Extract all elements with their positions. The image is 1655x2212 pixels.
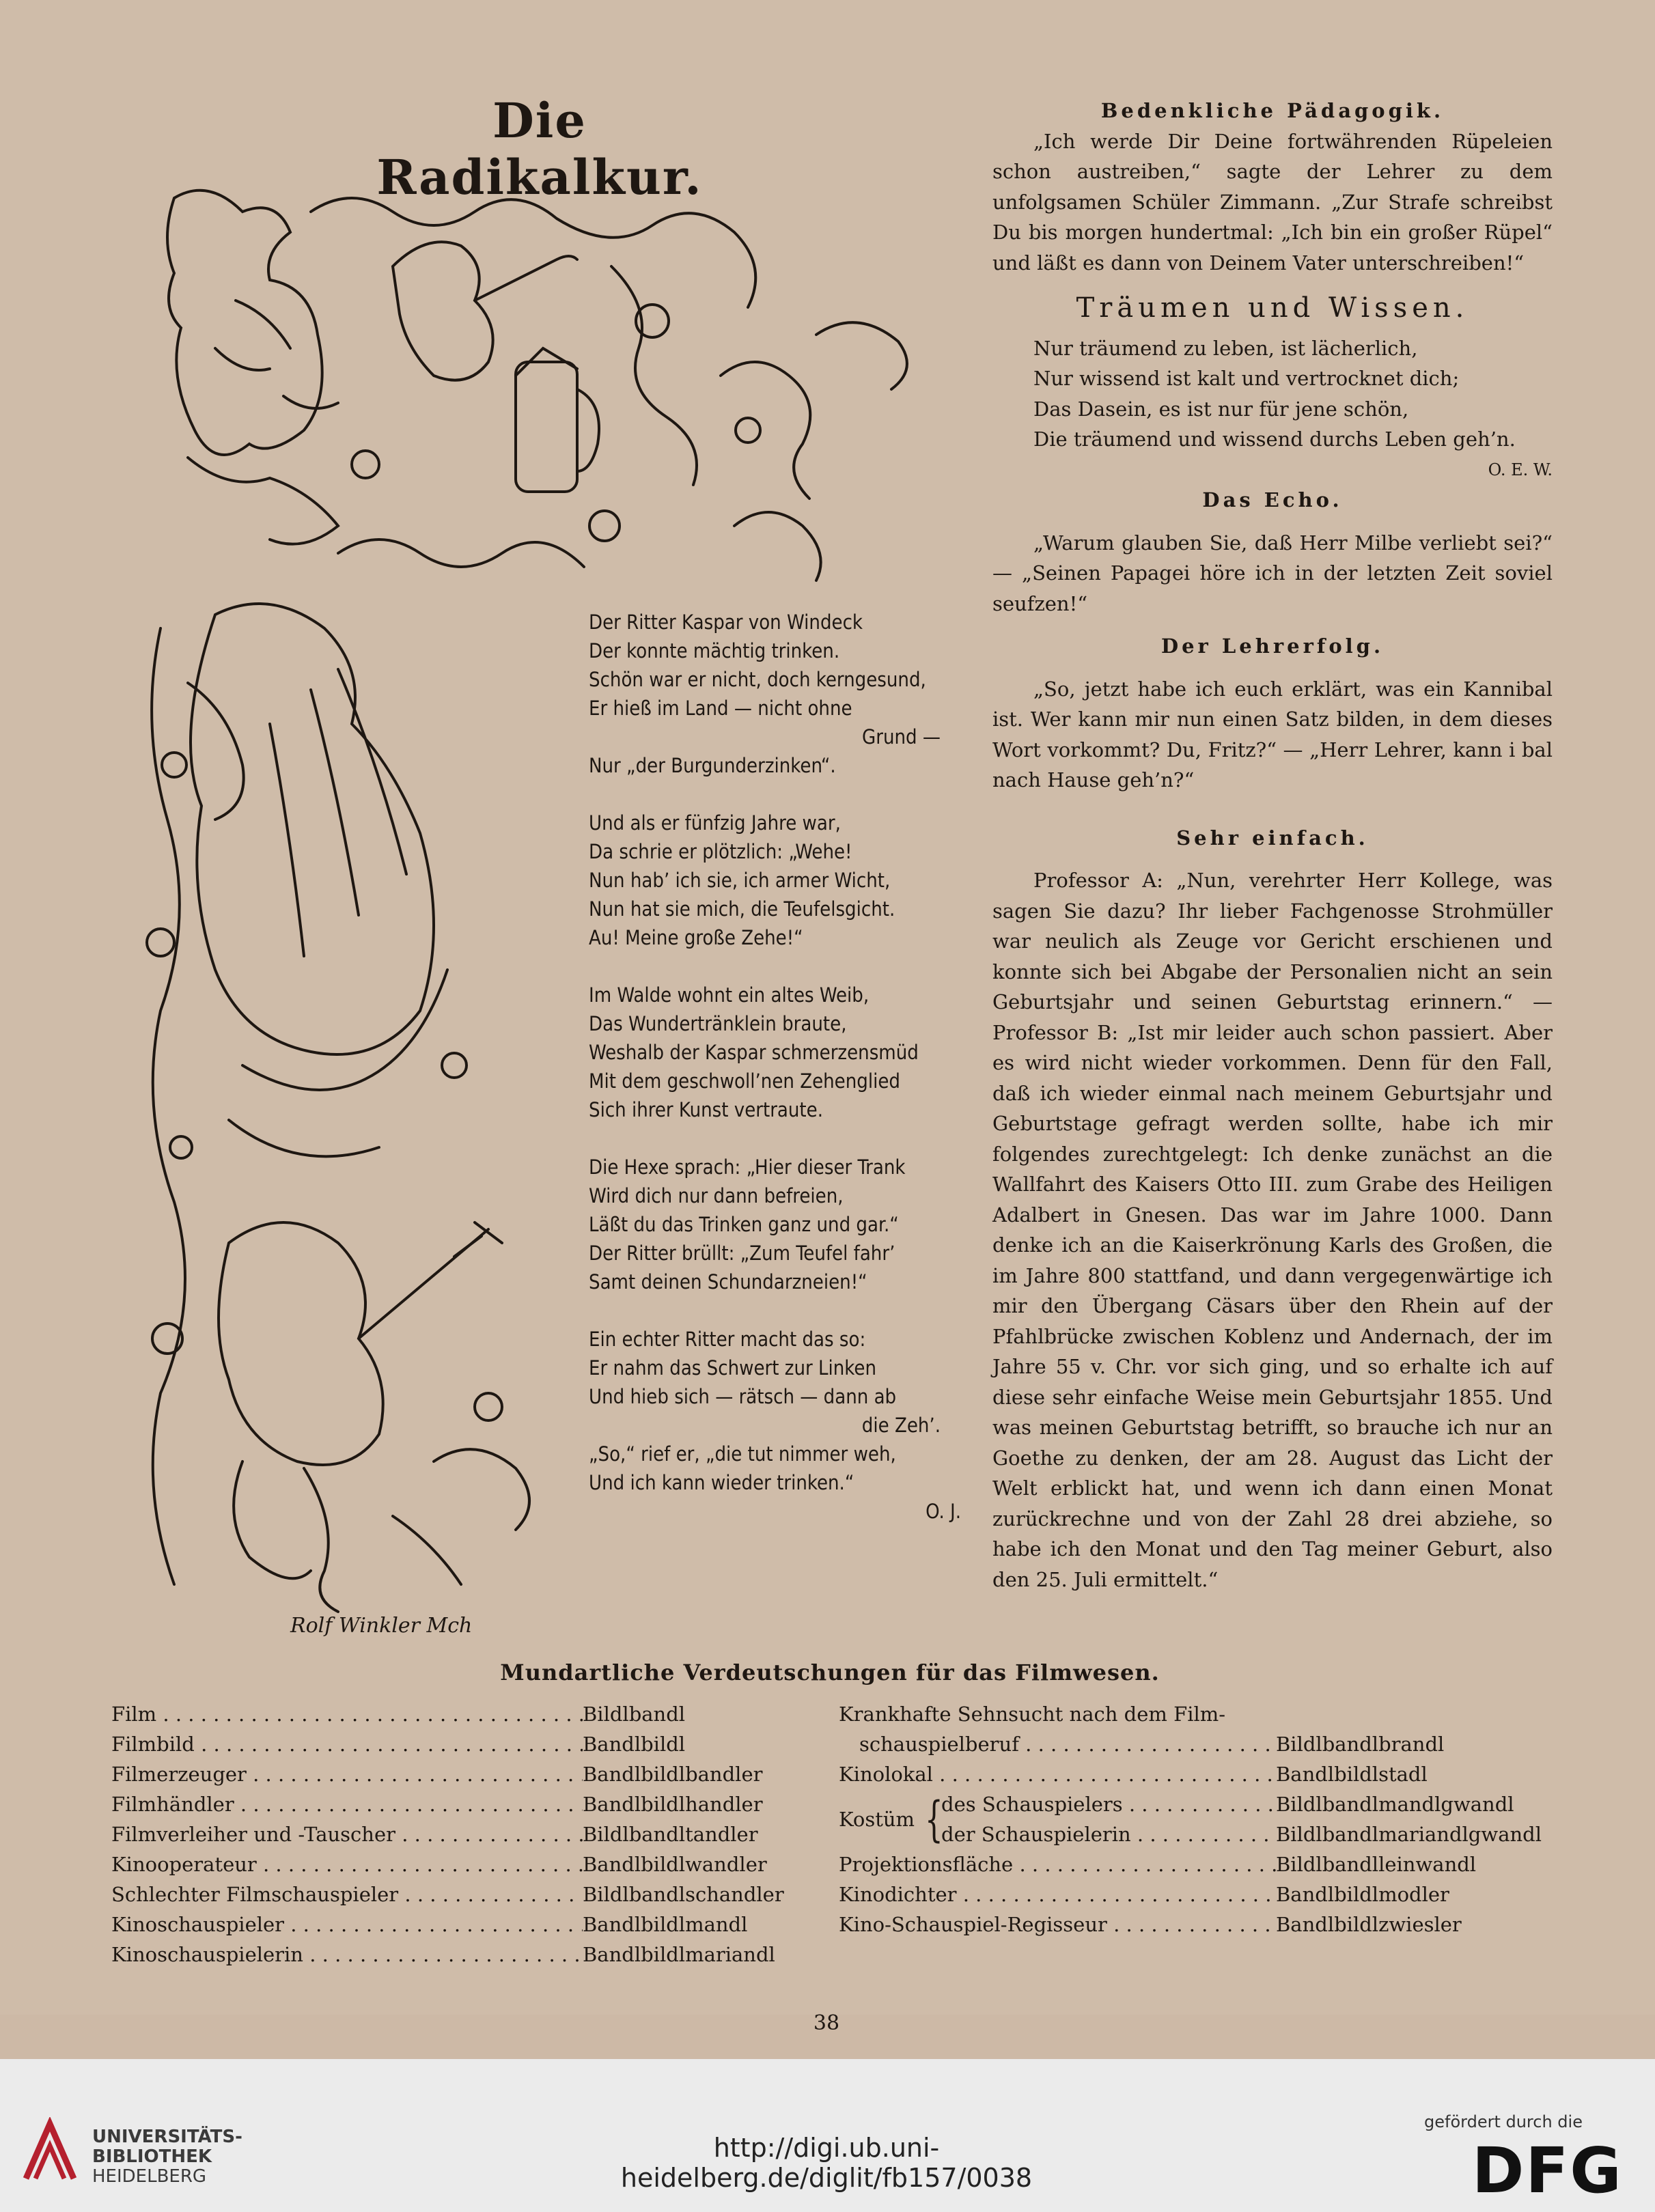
glossary-value: Bandlbildlstadl bbox=[1276, 1763, 1428, 1786]
funder-caption: gefördert durch die bbox=[1424, 2112, 1583, 2131]
glossary-row bbox=[839, 1759, 1563, 1789]
verse-signature: O. E. W. bbox=[1488, 460, 1553, 479]
glossary-value: Bildlbandlbrandl bbox=[1276, 1733, 1445, 1756]
glossary-value: Bildlbandltandler bbox=[583, 1823, 758, 1846]
poem-line: Nun hat sie mich, die Teufelsgicht. bbox=[589, 897, 895, 921]
stanza-3 bbox=[589, 981, 968, 1124]
glossary-value: Bandlbildlmandl bbox=[583, 1913, 748, 1936]
glossary-term: Kostüm bbox=[839, 1808, 915, 1831]
glossary-value: Bildlbandlmariandlgwandl bbox=[1276, 1823, 1542, 1846]
poem-line: Der konnte mächtig trinken. bbox=[589, 639, 840, 662]
section-title: Träumen und Wissen. bbox=[1076, 292, 1469, 324]
glossary-costume-rows bbox=[941, 1789, 1563, 1849]
glossary-value: Bildlbandlleinwandl bbox=[1276, 1853, 1477, 1876]
spacer bbox=[992, 662, 1553, 674]
glossary-value: Bildlbandlmandlgwandl bbox=[1276, 1793, 1514, 1816]
glossary-term: Kinoschauspieler . . . bbox=[111, 1909, 583, 1940]
poem bbox=[589, 608, 968, 1526]
glossary-term: Kinooperateur . . . bbox=[111, 1849, 583, 1879]
glossary-term: Kinodichter . . . bbox=[839, 1879, 1276, 1909]
section-text: „So, jetzt habe ich euch erklärt, was ein Kannibal ist. Wer kann mir nun einen Satz bilden, in dem dieses Wort vorkommt? Du, Fritz?“ — „Herr Lehrer, kann i bal nach Hause geh’n?“ bbox=[992, 677, 1553, 792]
glossary-row bbox=[839, 1879, 1563, 1909]
glossary-term: Kinolokal . . . bbox=[839, 1759, 1276, 1789]
poem-line: Und hieb sich — rätsch — dann ab bbox=[589, 1385, 897, 1408]
glossary-term: schauspielberuf . . . bbox=[839, 1729, 1276, 1759]
glossary-row bbox=[111, 1909, 825, 1940]
glossary-row bbox=[941, 1819, 1563, 1849]
poem-line: Weshalb der Kaspar schmerzensmüd bbox=[589, 1041, 919, 1064]
glossary-row bbox=[111, 1849, 825, 1879]
illustration-side bbox=[133, 587, 577, 1646]
poem-line: „So,“ rief er, „die tut nimmer weh, bbox=[589, 1442, 896, 1466]
poem-line: Au! Meine große Zehe!“ bbox=[589, 926, 803, 949]
brace-icon: { bbox=[925, 1791, 943, 1847]
glossary-value: Bildlbandlschandler bbox=[583, 1883, 784, 1906]
glossary-term: Kinoschauspielerin . . . bbox=[111, 1940, 583, 1970]
university-library-logo bbox=[19, 2117, 81, 2185]
glossary-term: der Schauspielerin . . . bbox=[941, 1819, 1276, 1849]
poem-line: Nur „der Burgunderzinken“. bbox=[589, 754, 836, 777]
poem-line: Sich ihrer Kunst vertraute. bbox=[589, 1098, 824, 1121]
verse-line: Nur träumend zu leben, ist lächerlich, bbox=[1033, 336, 1418, 360]
spacer bbox=[992, 516, 1553, 528]
glossary-costume-group bbox=[839, 1789, 1563, 1849]
stanza-1 bbox=[589, 608, 968, 780]
poem-line: Nun hab’ ich sie, ich armer Wicht, bbox=[589, 869, 891, 892]
glossary-right bbox=[839, 1699, 1563, 1940]
glossary-value: Bandlbildlbandler bbox=[583, 1763, 763, 1786]
verse-line: Nur wissend ist kalt und vertrocknet dich; bbox=[1033, 367, 1460, 390]
poem-line: Und ich kann wieder trinken.“ bbox=[589, 1471, 854, 1494]
poem-line: Samt deinen Schundarzneien!“ bbox=[589, 1270, 867, 1293]
poem-line: Er nahm das Schwert zur Linken bbox=[589, 1356, 876, 1380]
poem-signature: O. J. bbox=[926, 1500, 961, 1523]
glossary-term: Kino-Schauspiel-Regisseur . . . bbox=[839, 1909, 1276, 1940]
verse bbox=[992, 333, 1553, 455]
glossary-row bbox=[839, 1699, 1563, 1729]
glossary-row bbox=[839, 1729, 1563, 1759]
glossary-value: Bandlbildlmodler bbox=[1276, 1883, 1449, 1906]
spacer bbox=[992, 796, 1553, 823]
illustration-signature: Rolf Winkler Mch bbox=[290, 1614, 473, 1638]
glossary-term: Filmbild . . . bbox=[111, 1729, 583, 1759]
glossary-row bbox=[839, 1909, 1563, 1940]
glossary-left bbox=[111, 1699, 825, 1970]
poem-line: Und als er fünfzig Jahre war, bbox=[589, 811, 841, 835]
poem-line: Der Ritter brüllt: „Zum Teufel fahr’ bbox=[589, 1242, 895, 1265]
glossary-value: Bandlbildl bbox=[583, 1733, 686, 1756]
poem-line: Wird dich nur dann befreien, bbox=[589, 1184, 844, 1207]
poem-line: Da schrie er plötzlich: „Wehe! bbox=[589, 840, 852, 863]
stanza-2 bbox=[589, 809, 968, 952]
glossary-value: Bandlbildlwandler bbox=[583, 1853, 767, 1876]
verse-line: Die träumend und wissend durchs Leben geh’n. bbox=[1033, 428, 1516, 451]
section-title: Bedenkliche Pädagogik. bbox=[1100, 99, 1445, 122]
section-title: Sehr einfach. bbox=[1176, 826, 1369, 850]
illustration-top bbox=[133, 171, 946, 594]
glossary-value: Bandlbildlhandler bbox=[583, 1793, 763, 1816]
right-column bbox=[992, 96, 1553, 1595]
poem-line: Die Hexe sprach: „Hier dieser Trank bbox=[589, 1156, 906, 1179]
section-title: Der Lehrerfolg. bbox=[1160, 634, 1385, 658]
glossary-term: Projektionsfläche . . . bbox=[839, 1849, 1276, 1879]
glossary-row bbox=[111, 1819, 825, 1849]
spacer bbox=[992, 619, 1553, 631]
glossary-row bbox=[941, 1789, 1563, 1819]
glossary-term: Krankhafte Sehnsucht nach dem Film- bbox=[839, 1703, 1226, 1726]
poem-line: Der Ritter Kaspar von Windeck bbox=[589, 611, 863, 634]
poem-title: Die Radikalkur. bbox=[376, 92, 703, 206]
poem-line: Schön war er nicht, doch kerngesund, bbox=[589, 668, 926, 691]
glossary-term: Film . . . bbox=[111, 1699, 583, 1729]
poem-line: Läßt du das Trinken ganz und gar.“ bbox=[589, 1213, 899, 1236]
glossary-row bbox=[111, 1759, 825, 1789]
page-number: 38 bbox=[813, 2011, 840, 2035]
glossary-term: Filmerzeuger . . . bbox=[111, 1759, 583, 1789]
glossary-value: Bildlbandl bbox=[583, 1703, 686, 1726]
glossary-title: Mundartliche Verdeutschungen für das Filmwesen. bbox=[500, 1660, 1160, 1685]
library-name-line: BIBLIOTHEK bbox=[92, 2146, 212, 2167]
poem-line: Das Wundertränklein braute, bbox=[589, 1012, 847, 1035]
section-text: „Warum glauben Sie, daß Herr Milbe verliebt sei?“ — „Seinen Papagei höre ich in der letzten Zeit soviel seufzen!“ bbox=[992, 531, 1553, 615]
glossary-term: des Schauspielers . . . bbox=[941, 1789, 1276, 1819]
poem-line: die Zeh’. bbox=[861, 1414, 941, 1437]
dfg-logo[interactable]: DFG bbox=[1472, 2134, 1623, 2207]
section-text: „Ich werde Dir Deine fortwährenden Rüpeleien schon austreiben,“ sagte der Lehrer zu dem unfolgsamen Schüler Zimmann. „Zur Strafe schreibst Du bis morgen hundertmal: „Ich bin ein großer Rüpel“ und läßt es dann von Deinem Vater unterschreiben!“ bbox=[992, 129, 1553, 275]
poem-line: Grund — bbox=[862, 725, 941, 748]
section-title: Das Echo. bbox=[1202, 488, 1343, 512]
section-text: Professor A: „Nun, verehrter Herr Kollege, was sagen Sie dazu? Ihr lieber Fachgenosse Strohmüller war neulich als Zeuge vor Gericht erschienen und konnte sich bei Abgabe der Personalien nicht an sein Geburtsjahr und seinen Geburtstag erinnern.“ — Professor B: „Ist mir leider auch schon passiert. Aber es wird nicht wieder vorkommen. Denn für den Fall, daß ich wieder einmal nach meinem Geburtsjahr und Geburtstage gefragt werden sollte, habe ich mir folgendes zurechtgelegt: Ich denke zunächst an die Wallfahrt des Kaisers Otto III. zum Grabe des Heiligen Adalbert in Gnesen. Das war im Jahre 1000. Dann denke ich an die Kaiserkrönung Karls des Großen, die im Jahre 800 stattfand, und dann vergegenwärtige ich mir den Übergang Cäsars über den Rhein auf der Pfahlbrücke zwischen Koblenz und Andernach, der im Jahre 55 v. Chr. vor sich ging, und so erhalte ich auf diese sehr einfache Weise mein Geburtsjahr 1855. Und was meinen Geburtstag betrifft, so brauche ich nur an Goethe zu denken, der am 28. August das Licht der Welt erblickt hat, und wenn ich dann einen Monat zurückrechne und von der Zahl 28 drei abziehe, so habe ich den Monat und den Tag meiner Geburt, also den 25. Juli ermittelt.“ bbox=[992, 869, 1553, 1591]
glossary-value: Bandlbildlzwiesler bbox=[1276, 1913, 1462, 1936]
stanza-5 bbox=[589, 1325, 968, 1497]
permalink-url[interactable]: http://digi.ub.uni-heidelberg.de/diglit/fb157/0038 bbox=[620, 2133, 1033, 2193]
poem-line: Im Walde wohnt ein altes Weib, bbox=[589, 983, 870, 1007]
glossary-term: Filmverleiher und -Tauscher . . . bbox=[111, 1819, 583, 1849]
glossary-value: Bandlbildlmariandl bbox=[583, 1943, 775, 1966]
poem-line: Er hieß im Land — nicht ohne bbox=[589, 697, 852, 720]
library-name[interactable] bbox=[92, 2127, 242, 2187]
library-name-line: UNIVERSITÄTS- bbox=[92, 2127, 242, 2147]
glossary-row bbox=[111, 1789, 825, 1819]
glossary-term: Filmhändler . . . bbox=[111, 1789, 583, 1819]
glossary-row bbox=[111, 1940, 825, 1970]
poem-line: Mit dem geschwoll’nen Zehenglied bbox=[589, 1069, 900, 1093]
glossary-term: Schlechter Filmschauspieler . . . bbox=[111, 1879, 583, 1909]
glossary-row bbox=[111, 1879, 825, 1909]
glossary-row bbox=[839, 1849, 1563, 1879]
library-name-line: HEIDELBERG bbox=[92, 2166, 207, 2187]
verse-line: Das Dasein, es ist nur für jene schön, bbox=[1033, 397, 1409, 421]
glossary-row bbox=[111, 1729, 825, 1759]
glossary-row bbox=[111, 1699, 825, 1729]
poem-line: Ein echter Ritter macht das so: bbox=[589, 1328, 866, 1351]
spacer bbox=[992, 853, 1553, 865]
viewer-footer bbox=[0, 2059, 1655, 2212]
stanza-4 bbox=[589, 1153, 968, 1296]
